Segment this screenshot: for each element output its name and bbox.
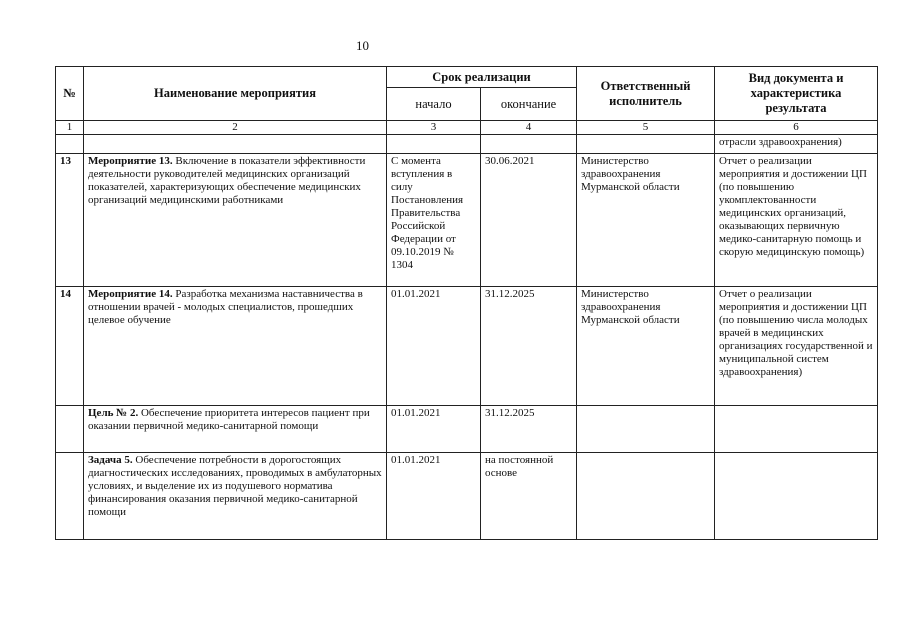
activity-title: Цель № 2. xyxy=(88,407,139,419)
table-row xyxy=(56,287,878,406)
column-number: 4 xyxy=(481,121,577,135)
empty-cell xyxy=(387,135,481,154)
header-period: Срок реализации xyxy=(387,67,577,88)
activity-name xyxy=(84,287,387,406)
header-num: № xyxy=(56,67,84,121)
start-date: С момента вступления в силу Постановления Правительства Российской Федерации от 09.10.2019 № 1304 xyxy=(387,154,481,287)
empty-cell xyxy=(481,135,577,154)
responsible xyxy=(577,406,715,453)
responsible xyxy=(577,453,715,540)
column-number: 2 xyxy=(84,121,387,135)
table-row xyxy=(56,406,878,453)
empty-cell xyxy=(56,135,84,154)
start-date: 01.01.2021 xyxy=(387,287,481,406)
activity-title: Мероприятие 13. xyxy=(88,155,173,167)
activities-table xyxy=(55,66,878,540)
header-result: Вид документа и характеристика результата xyxy=(715,67,878,121)
activity-name xyxy=(84,406,387,453)
activity-title: Задача 5. xyxy=(88,454,133,466)
table-row xyxy=(56,453,878,540)
result xyxy=(715,406,878,453)
header-end: окончание xyxy=(481,88,577,121)
end-date: 30.06.2021 xyxy=(481,154,577,287)
header-start: начало xyxy=(387,88,481,121)
activity-title: Мероприятие 14. xyxy=(88,288,173,300)
page-number: 10 xyxy=(356,38,369,53)
column-number: 5 xyxy=(577,121,715,135)
empty-cell xyxy=(577,135,715,154)
activity-name xyxy=(84,154,387,287)
start-date: 01.01.2021 xyxy=(387,406,481,453)
result: Отчет о реализации мероприятия и достижении ЦП (по повышению укомплектованности медицинских организаций, оказывающих первичную медико-санитарную помощь и скорую медицинскую помощь) xyxy=(715,154,878,287)
row-number: 13 xyxy=(56,154,84,287)
activity-text: Разработка механизма наставничества в отношении врачей - молодых специалистов, прошедших целевое обучение xyxy=(88,288,363,326)
column-number: 1 xyxy=(56,121,84,135)
table-row xyxy=(56,154,878,287)
end-date: на постоянной основе xyxy=(481,453,577,540)
responsible: Министерство здравоохранения Мурманской области xyxy=(577,287,715,406)
start-date: 01.01.2021 xyxy=(387,453,481,540)
result: Отчет о реализации мероприятия и достижении ЦП (по повышению числа молодых врачей в медицинских организациях государственной и муниципальной систем здравоохранения) xyxy=(715,287,878,406)
activity-text: Включение в показатели эффективности деятельности руководителей медицинских организаций показателей, характеризующих обеспечение медицинских организаций медицинскими работниками xyxy=(88,155,366,206)
row-number xyxy=(56,453,84,540)
activity-text: Обеспечение приоритета интересов пациент при оказании первичной медико-санитарной помощи xyxy=(88,407,370,432)
responsible: Министерство здравоохранения Мурманской области xyxy=(577,154,715,287)
activity-name xyxy=(84,453,387,540)
empty-cell xyxy=(84,135,387,154)
result xyxy=(715,453,878,540)
header-name: Наименование мероприятия xyxy=(84,67,387,121)
header-responsible: Ответственный исполнитель xyxy=(577,67,715,121)
column-number: 6 xyxy=(715,121,878,135)
header-row xyxy=(56,67,878,88)
continuation-row xyxy=(56,135,878,154)
end-date: 31.12.2025 xyxy=(481,406,577,453)
end-date: 31.12.2025 xyxy=(481,287,577,406)
row-number xyxy=(56,406,84,453)
activity-text: Обеспечение потребности в дорогостоящих диагностических исследованиях, проводимых в амбулаторных условиях, и выделение их из подушевого норматива финансирования оказания первичной медико-санитарной помощи xyxy=(88,454,382,518)
row-number: 14 xyxy=(56,287,84,406)
continuation-result: отрасли здравоохранения) xyxy=(715,135,878,154)
column-number: 3 xyxy=(387,121,481,135)
column-numbers-row xyxy=(56,121,878,135)
